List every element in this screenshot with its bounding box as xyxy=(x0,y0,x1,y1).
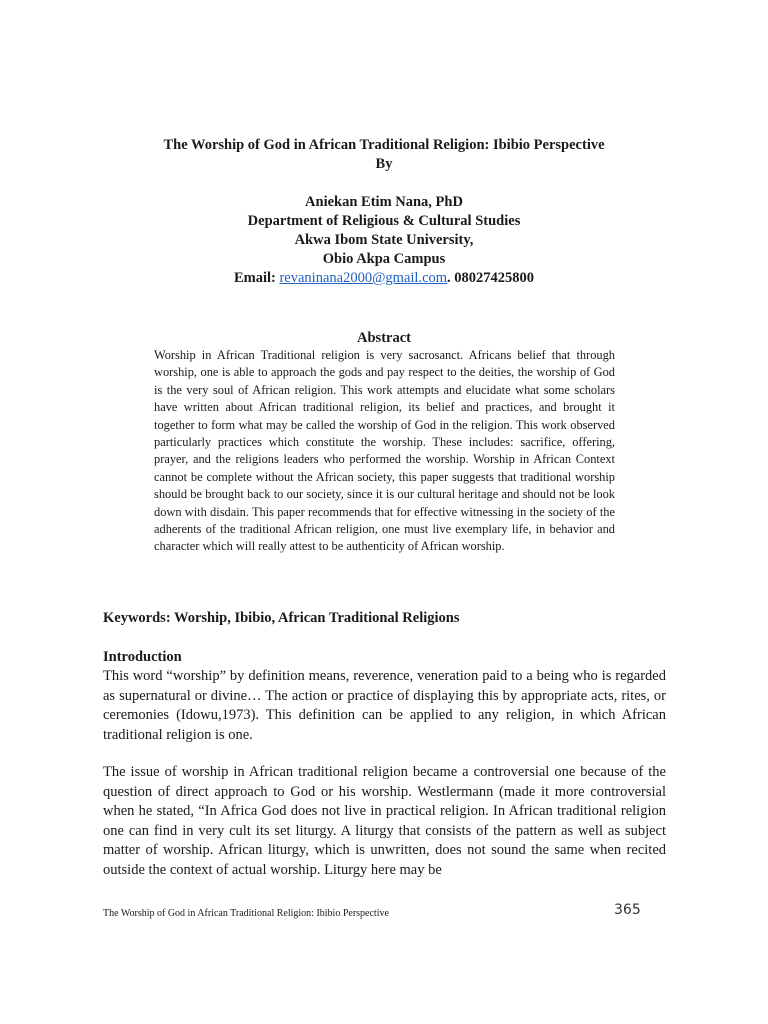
phone-number: . 08027425800 xyxy=(447,270,535,286)
abstract-body: Worship in African Traditional religion is very sacrosanct. Africans belief that through worship, one is able to approach the gods and pay respect to the deities, the worship of God is the very soul of African religion. This work attempts and elucidate what some scholars have written about African traditional religion, its belief and practices, and brought it together to form what may be called the worship of God in the religion. This work observed particularly practices which constitute the worship. These includes: sacrifice, offering, prayer, and the religions leaders who performed the worship. Worship in African Context cannot be complete without the African society, this paper suggests that traditional worship should be brought back to our society, since it is our cultural heritage and should not be look down with disdain. This paper recommends that for effective witnessing in the society of the adherents of the traditional African religion, one must live exemplary life, in behavior and character which will really attest to be authenticity of African worship. xyxy=(154,348,615,554)
author-department: Department of Religious & Cultural Studies xyxy=(247,213,521,229)
email-label: Email: xyxy=(233,270,280,286)
email-link[interactable]: revaninana2000@gmail.com xyxy=(279,270,448,286)
page-number: 365 xyxy=(614,902,641,918)
title-block xyxy=(0,136,768,288)
author-university: Akwa Ibom State University, xyxy=(294,232,474,248)
author-name: Aniekan Etim Nana, PhD xyxy=(305,194,463,210)
footer-running-title: The Worship of God in African Traditional Religion: Ibibio Perspective xyxy=(103,908,389,919)
author-campus: Obio Akpa Campus xyxy=(322,251,446,267)
introduction-heading: Introduction xyxy=(103,649,182,665)
introduction-paragraph-2: The issue of worship in African traditional religion became a controversial one because of the question of direct approach to God or his worship. Westlermann (made it more controversial when he stated, “In Africa God does not live in practical religion. In African traditional religion one can find in very cult its set liturgy. A liturgy that consists of the pattern as well as subject matter of worship. African liturgy, which is unwritten, does not sound the same when recited outside the context of actual worship. Liturgy here may be xyxy=(103,764,666,878)
paper-title: The Worship of God in African Traditional Religion: Ibibio Perspective xyxy=(163,137,605,153)
title-spacer xyxy=(0,174,768,193)
abstract-heading: Abstract xyxy=(357,330,411,346)
introduction-paragraph-1: This word “worship” by definition means, reverence, veneration paid to a being who is regarded as supernatural or divine… The action or practice of displaying this by appropriate acts, rites, or ceremonies (Idowu,1973). This definition can be applied to any religion, in which African traditional religion is one. xyxy=(103,668,666,743)
by-line: By xyxy=(375,156,393,172)
contact-line xyxy=(0,269,768,288)
keywords-line: Keywords: Worship, Ibibio, African Traditional Religions xyxy=(103,610,460,626)
